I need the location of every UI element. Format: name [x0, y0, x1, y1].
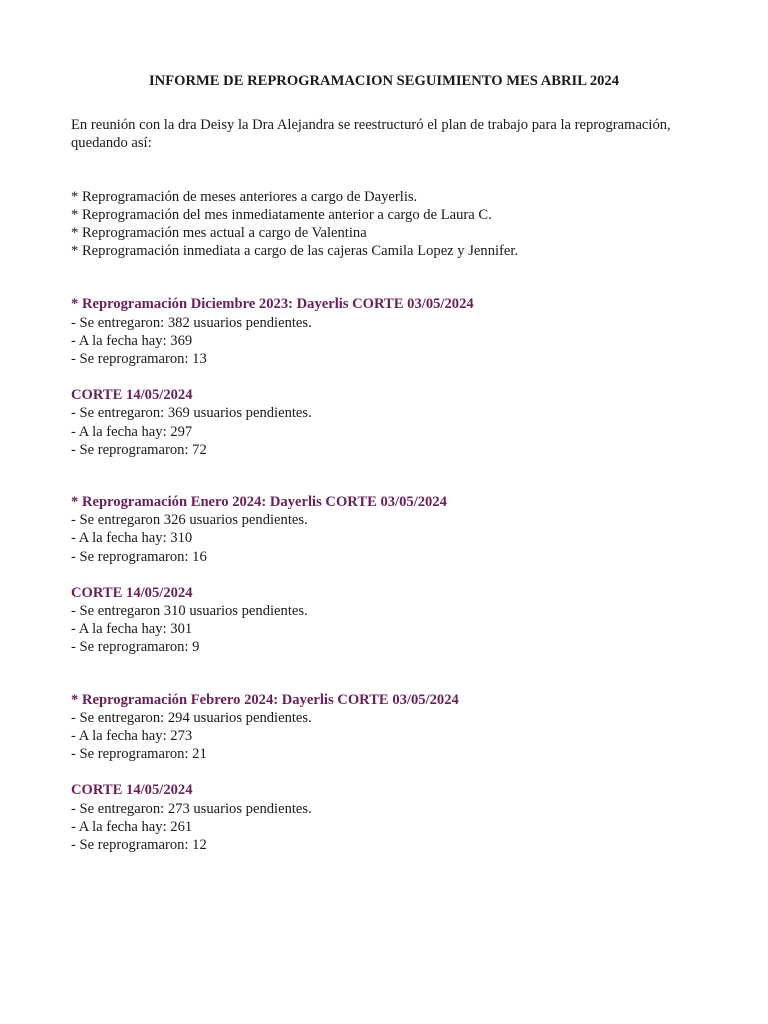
- plan-item: * Reprogramación mes actual a cargo de Valentina: [71, 225, 367, 242]
- plan-item: * Reprogramación del mes inmediatamente anterior a cargo de Laura C.: [71, 206, 492, 223]
- section-diciembre-2023: [71, 295, 701, 459]
- section-febrero-2024: [71, 691, 701, 855]
- corte-heading: CORTE 14/05/2024: [71, 782, 193, 799]
- section-line: - Se entregaron: 294 usuarios pendientes.: [71, 709, 312, 726]
- document-title: INFORME DE REPROGRAMACION SEGUIMIENTO MES ABRIL 2024: [148, 73, 620, 89]
- corte-line: - Se entregaron: 369 usuarios pendientes.: [71, 405, 312, 422]
- section-line: - Se entregaron: 382 usuarios pendientes.: [71, 314, 312, 331]
- section-heading: * Reprogramación Diciembre 2023: Dayerlis CORTE 03/05/2024: [71, 296, 474, 313]
- corte-block: [71, 781, 701, 854]
- section-heading: * Reprogramación Enero 2024: Dayerlis CORTE 03/05/2024: [71, 494, 447, 511]
- section-line: - Se reprogramaron: 16: [71, 548, 207, 565]
- corte-line: - A la fecha hay: 261: [71, 818, 193, 835]
- section-line: - Se reprogramaron: 21: [71, 746, 207, 763]
- document-body: [71, 72, 701, 854]
- plan-item: * Reprogramación inmediata a cargo de las cajeras Camila Lopez y Jennifer.: [71, 243, 519, 260]
- corte-heading: CORTE 14/05/2024: [71, 584, 193, 601]
- corte-line: - A la fecha hay: 297: [71, 423, 193, 440]
- corte-line: - Se entregaron: 273 usuarios pendientes.: [71, 800, 312, 817]
- section-line: - Se entregaron 326 usuarios pendientes.: [71, 512, 308, 529]
- section-line: - A la fecha hay: 369: [71, 332, 193, 349]
- corte-line: - A la fecha hay: 301: [71, 621, 193, 638]
- corte-line: - Se reprogramaron: 9: [71, 639, 200, 656]
- plan-item: * Reprogramación de meses anteriores a cargo de Dayerlis.: [71, 188, 418, 205]
- corte-heading: CORTE 14/05/2024: [71, 387, 193, 404]
- section-line: - Se reprogramaron: 13: [71, 351, 207, 368]
- section-line: - A la fecha hay: 310: [71, 530, 193, 547]
- corte-line: - Se reprogramaron: 72: [71, 441, 207, 458]
- corte-line: - Se entregaron 310 usuarios pendientes.: [71, 603, 308, 620]
- corte-block: [71, 584, 701, 657]
- section-heading: * Reprogramación Febrero 2024: Dayerlis CORTE 03/05/2024: [71, 691, 459, 708]
- corte-block: [71, 386, 701, 459]
- intro-paragraph: En reunión con la dra Deisy la Dra Alejandra se reestructuró el plan de trabajo para la reprogramación, quedando así:: [71, 117, 671, 152]
- section-line: - A la fecha hay: 273: [71, 728, 193, 745]
- corte-line: - Se reprogramaron: 12: [71, 837, 207, 854]
- plan-list: [71, 188, 701, 261]
- section-enero-2024: [71, 493, 701, 657]
